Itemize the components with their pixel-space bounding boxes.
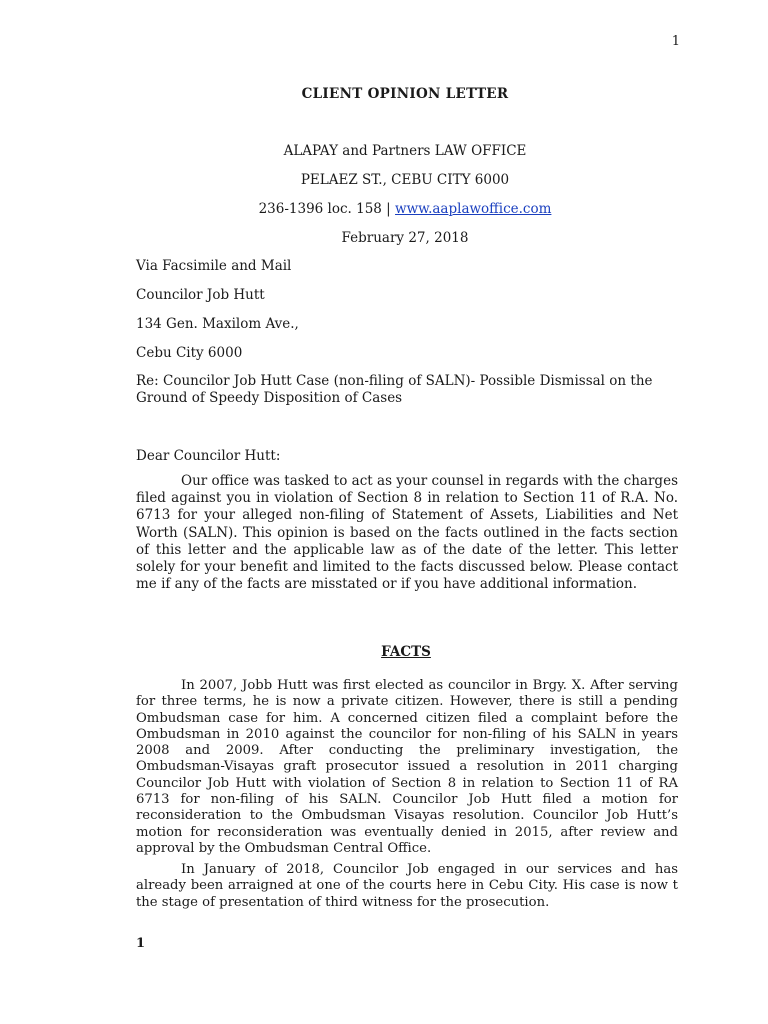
contact-line [0,201,768,217]
recipient-city: Cebu City 6000 [136,345,243,361]
delivery-method: Via Facsimile and Mail [136,258,292,274]
recipient-name: Councilor Job Hutt [136,287,265,303]
re-line: Re: Councilor Job Hutt Case (non-filing of SALN)- Possible Dismissal on the Ground of Speedy Disposition of Cases [136,373,653,406]
page-number-top: 1 [671,34,680,49]
letter-date: February 27, 2018 [341,230,469,246]
facts-paragraph-1: In 2007, Jobb Hutt was first elected as councilor in Brgy. X. After serving for three terms, he is now a private citizen. However, there is still a pending Ombudsman case for him. A concerned citizen filed a complaint before the Ombudsman in 2010 against the councilor for non-filing of his SALN in years 2008 and 2009. After conducting the preliminary investigation, the Ombudsman-Visayas graft prosecutor issued a resolution in 2011 charging Councilor Job Hutt with violation of Section 8 in relation to Section 11 of RA 6713 for non-filing of his SALN. Councilor Job Hutt filed a motion for reconsideration to the Ombudsman Visayas resolution. Councilor Job Hutt’s motion for reconsideration was eventually denied in 2015, after review and approval by the Ombudsman Central Office. [136,678,678,856]
facts-paragraph-2: In January of 2018, Councilor Job engaged in our services and has already been arraigned at one of the courts here in Cebu City. His case is now t the stage of presentation of third witness for the prosecution. [136,862,678,910]
letter-title: CLIENT OPINION LETTER [301,86,509,102]
phone-number: 236-1396 loc. 158 | [258,201,396,217]
page-number-bottom: 1 [136,936,146,951]
website-link[interactable]: www.aaplawoffice.com [395,201,552,217]
firm-address: PELAEZ ST., CEBU CITY 6000 [300,172,510,188]
firm-name: ALAPAY and Partners LAW OFFICE [283,143,527,159]
salutation: Dear Councilor Hutt: [136,448,281,464]
intro-paragraph: Our office was tasked to act as your counsel in regards with the charges filed against you in violation of Section 8 in relation to Section 11 of R.A. No. 6713 for your alleged non-filing of Statement of Assets, Liabilities and Net Worth (SALN). This opinion is based on the facts outlined in the facts section of this letter and the applicable law as of the date of the letter. This letter solely for your benefit and limited to the facts discussed below. Please contact me if any of the facts are misstated or if you have additional information. [136,473,678,593]
recipient-street: 134 Gen. Maxilom Ave., [136,316,299,332]
facts-heading: FACTS [381,644,431,660]
